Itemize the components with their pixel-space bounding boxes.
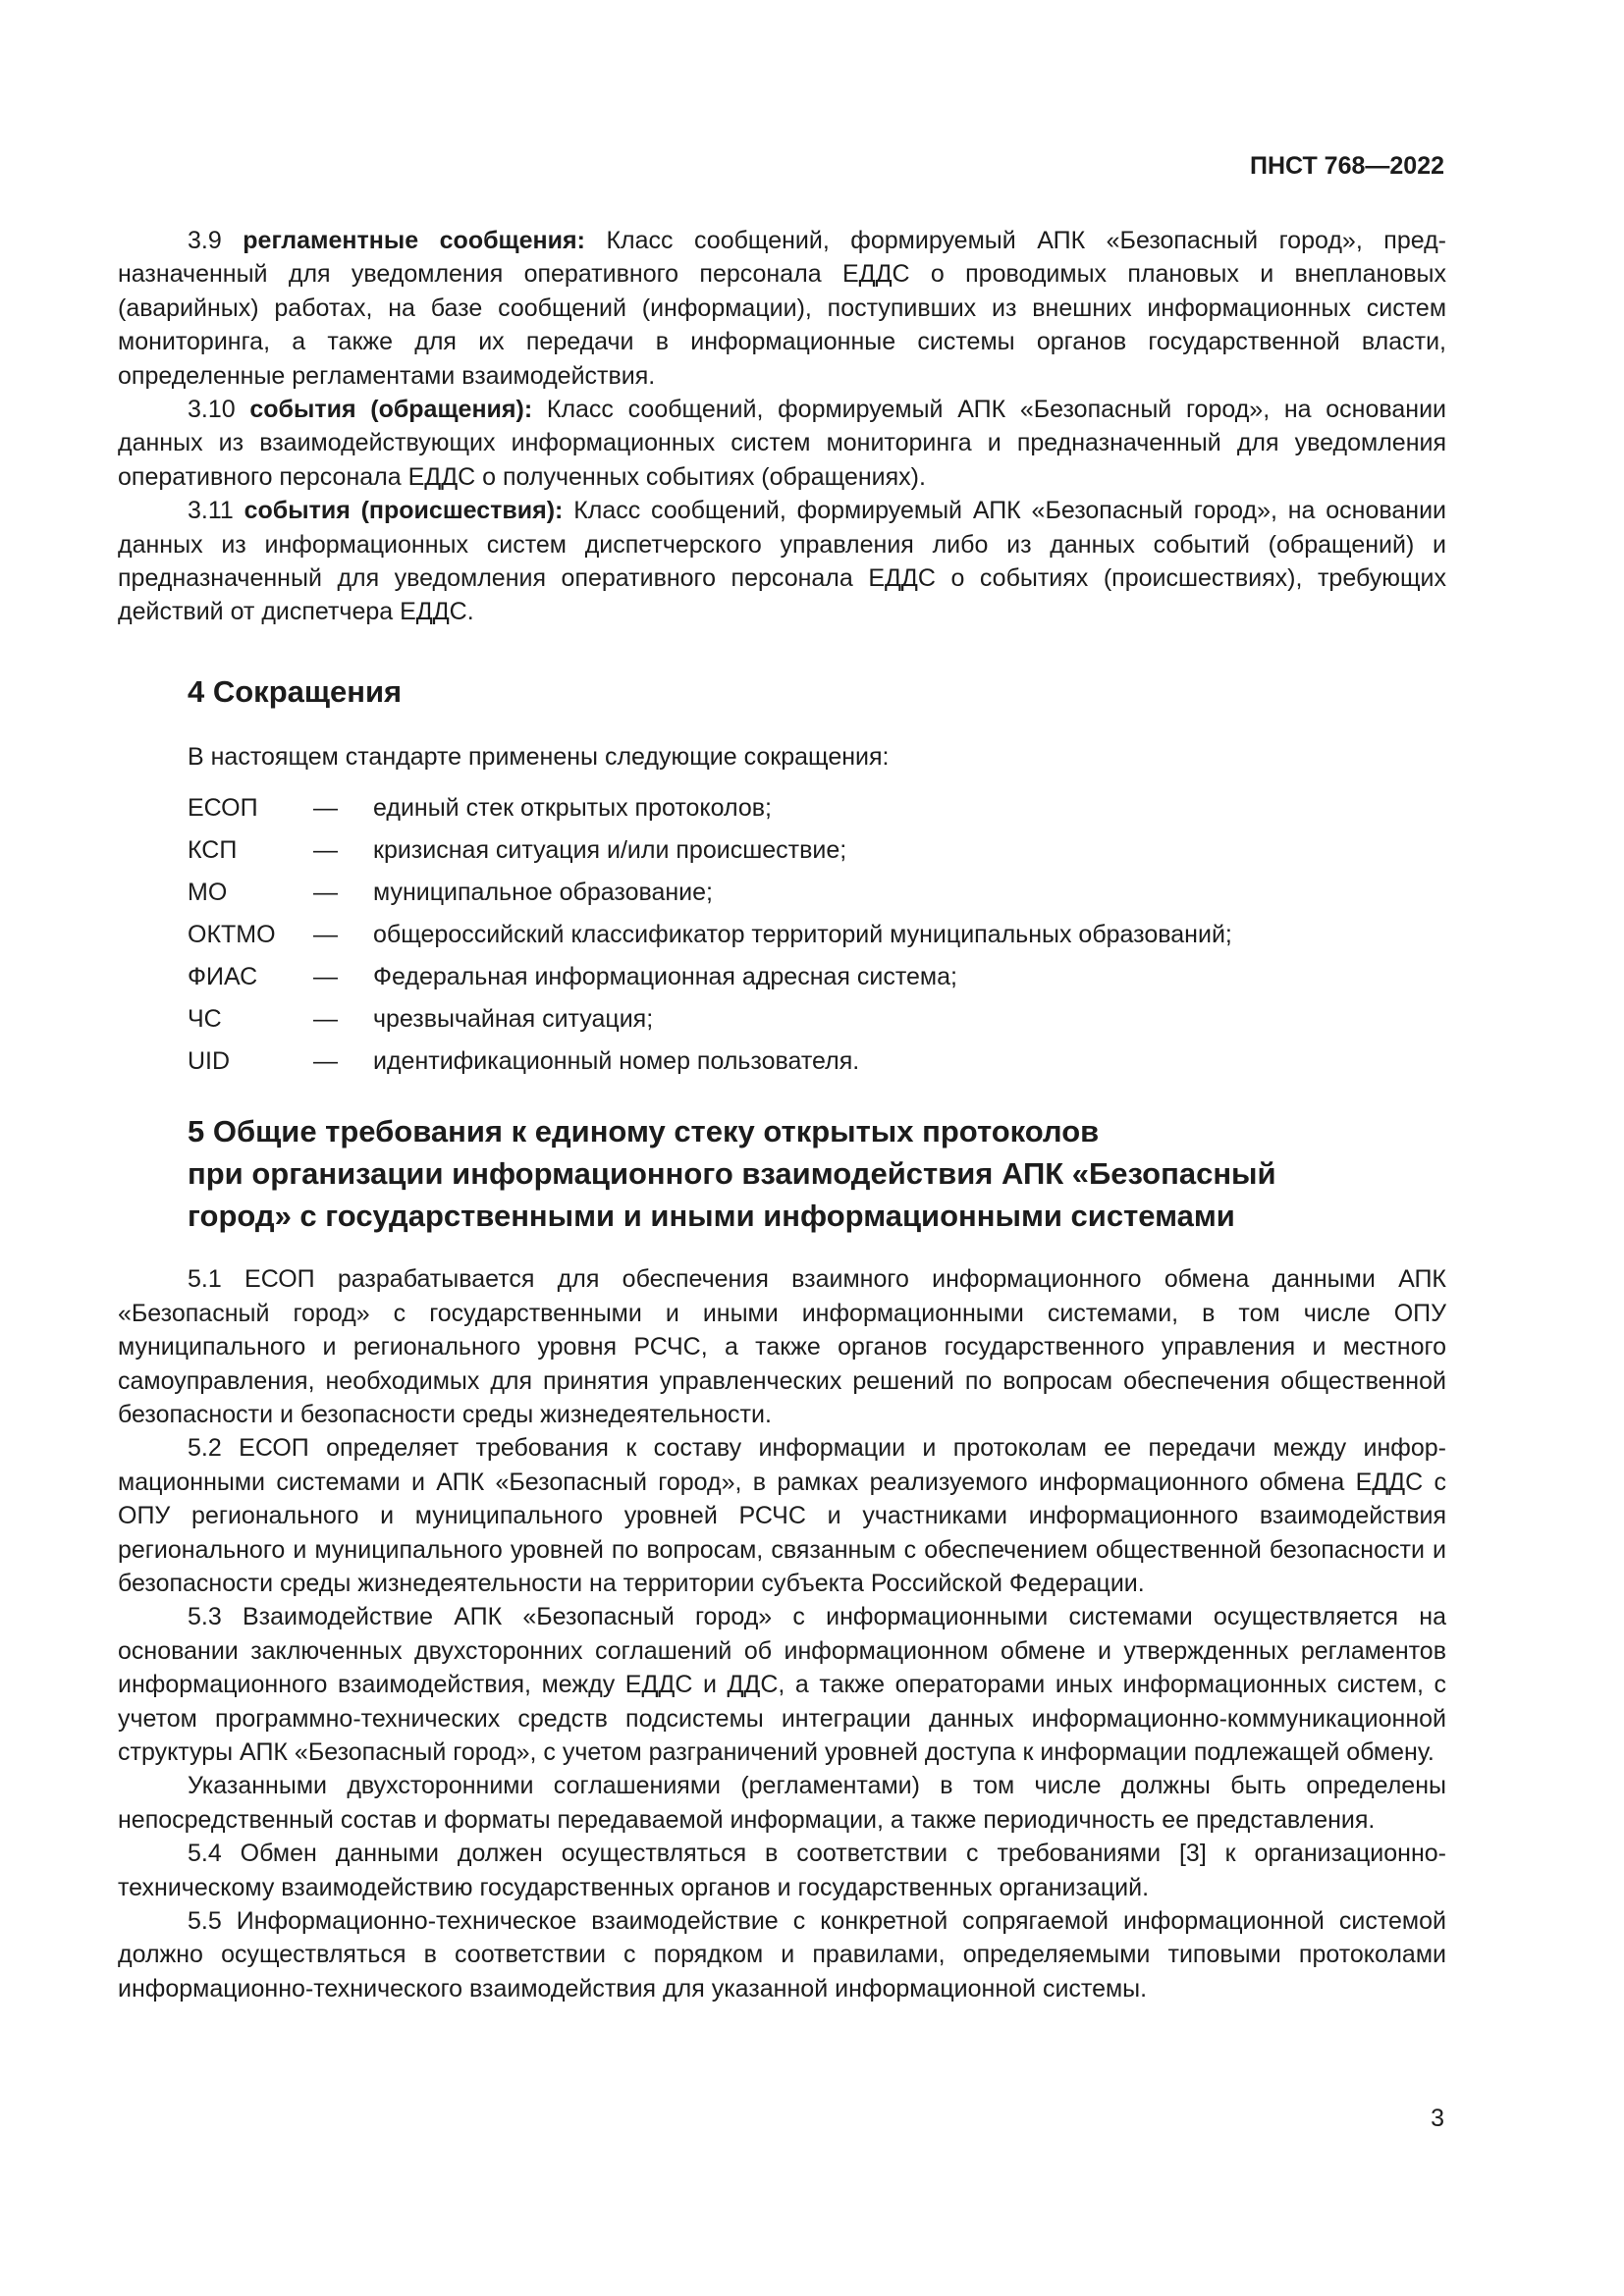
abbreviation-row (118, 914, 1446, 956)
abbreviation-definition: идентификационный номер пользователя. (373, 1047, 860, 1076)
abbreviation-definition: Федеральная информационная адресная система; (373, 963, 957, 991)
abbreviation-definition: общероссийский классификатор территорий муниципальных образований; (373, 921, 1232, 949)
abbreviation-dash: — (313, 963, 338, 991)
page-content (118, 224, 1446, 2005)
abbreviation-term: МО (188, 879, 228, 907)
abbreviation-term: UID (188, 1047, 231, 1076)
abbreviation-term: КСП (188, 836, 238, 865)
abbreviation-row (118, 787, 1446, 829)
abbreviations-list (118, 787, 1446, 1083)
abbreviation-term: ФИАС (188, 963, 258, 991)
abbreviation-term: ОКТМО (188, 921, 276, 949)
abbreviation-term: ЕСОП (188, 794, 258, 823)
term-3-11 (118, 494, 1446, 629)
page-number: 3 (1431, 2105, 1444, 2132)
paragraph-5-3-note: Указанными двухсторонними соглашениями (регламентами) в том числе должны быть определены непосредственный состав и форматы передаваемой информации, а также периодичность ее представления. (118, 1772, 1446, 1834)
abbreviation-definition: муниципальное образование; (373, 879, 713, 907)
term-definition: Класс сообщений, формируемый АПК «Безопасный город», предназначенный для уведомления оперативного персонала ЕДДС о проводимых плановых и внеплановых (аварийных) работах, на базе сообщений (информации), поступивших из внешних информационных систем мониторинга, а также для их передачи в информационные системы органов государственной власти, определенные регламентами взаимодействия. (118, 227, 1446, 390)
abbreviation-dash: — (313, 1005, 338, 1034)
abbreviation-dash: — (313, 836, 338, 865)
abbreviation-dash: — (313, 879, 338, 907)
paragraph-5-5: 5.5 Информационно-техническое взаимодействие с конкретной сопрягаемой информационной системой должно осуществляться в соответствии с порядком и правилами, определяемыми типовыми протоколами информационно-технического взаимодействия для указанной информационной системы. (118, 1907, 1446, 2002)
abbreviation-row (118, 998, 1446, 1041)
abbreviations-intro: В настоящем стандарте применены следующие сокращения: (188, 742, 890, 771)
paragraph-5-1: 5.1 ЕСОП разрабатывается для обеспечения взаимного информационного обмена данными АПК «Безопасный город» с государственными и иными информационными системами, в том числе ОПУ муниципального и регионального уровня РСЧС, а также органов государственного управления и местного самоуправления, необходимых для принятия управленческих решений по вопросам обеспечения общественной безопасности и безопасности среды жизнедеятельности. (118, 1265, 1446, 1428)
term-number: 3.9 (188, 227, 222, 254)
abbreviation-row (118, 872, 1446, 914)
term-title: регламентные сообщения: (243, 227, 585, 254)
abbreviation-term: ЧС (188, 1005, 222, 1034)
abbreviation-row (118, 829, 1446, 872)
abbreviation-dash: — (313, 794, 338, 823)
abbreviation-dash: — (313, 1047, 338, 1076)
abbreviation-definition: кризисная ситуация и/или происшествие; (373, 836, 847, 865)
abbreviation-dash: — (313, 921, 338, 949)
term-definition: Класс сообщений, формируемый АПК «Безопасный город», на основании данных из взаимодействующих информационных систем мониторинга и предназначенный для уведомления оперативного персонала ЕДДС о полученных событиях (обращениях). (118, 396, 1446, 491)
term-title: события (обращения): (249, 396, 533, 424)
term-title: события (происшествия): (244, 497, 564, 525)
heading-line: при организации информационного взаимодействия АПК «Безопасный (188, 1156, 1276, 1192)
document-id: ПНСТ 768—2022 (1250, 152, 1444, 180)
paragraph-5-3: 5.3 Взаимодействие АПК «Безопасный город» с информационными системами осуществляется на основании заключенных двухсторонних соглашений об информационном обмене и утвержденных регламентов информационного взаимодействия, между ЕДДС и ДДС, а также операторами иных информационных систем, с учетом программно-технических средств подсистемы интеграции данных информационно-коммуникационной структуры АПК «Безопасный город», с учетом разграничений уровней доступа к информации подлежащей обмену. (118, 1603, 1446, 1766)
abbreviation-definition: чрезвычайная ситуация; (373, 1005, 654, 1034)
abbreviation-definition: единый стек открытых протоколов; (373, 794, 772, 823)
heading-line: 5 Общие требования к единому стеку открытых протоколов (188, 1114, 1100, 1149)
paragraph-5-2: 5.2 ЕСОП определяет требования к составу информации и протоколам ее передачи между информационными системами и АПК «Безопасный город», в рамках реализуемого информационного обмена ЕДДС с ОПУ регионального и муниципального уровней РСЧС и участниками информационного взаимодействия регионального и муниципального уровней по вопросам, связанным с обеспечением общественной безопасности и безопасности среды жизнедеятельности на территории субъекта Российской Федерации. (118, 1434, 1446, 1597)
abbreviation-row (118, 956, 1446, 998)
heading-line: город» с государственными и иными информационными системами (188, 1199, 1235, 1234)
term-3-10 (118, 393, 1446, 494)
term-definition: Класс сообщений, формируемый АПК «Безопасный город», на основании данных из информационных систем диспетчерского управления либо из данных событий (обращений) и предназначенный для уведомления оперативного персонала ЕДДС о событиях (происшествиях), требующих действий от диспетчера ЕДДС. (118, 497, 1447, 626)
term-number: 3.10 (188, 396, 236, 424)
abbreviation-row (118, 1041, 1446, 1083)
section-5-heading (118, 1110, 1446, 1237)
section-4-heading: 4 Сокращения (188, 673, 403, 709)
paragraph-5-4: 5.4 Обмен данными должен осуществляться в соответствии с требованиями [3] к организационно-техническому взаимодействию государственных органов и государственных организаций. (118, 1840, 1446, 1901)
term-number: 3.11 (188, 497, 234, 525)
term-3-9 (118, 224, 1446, 393)
